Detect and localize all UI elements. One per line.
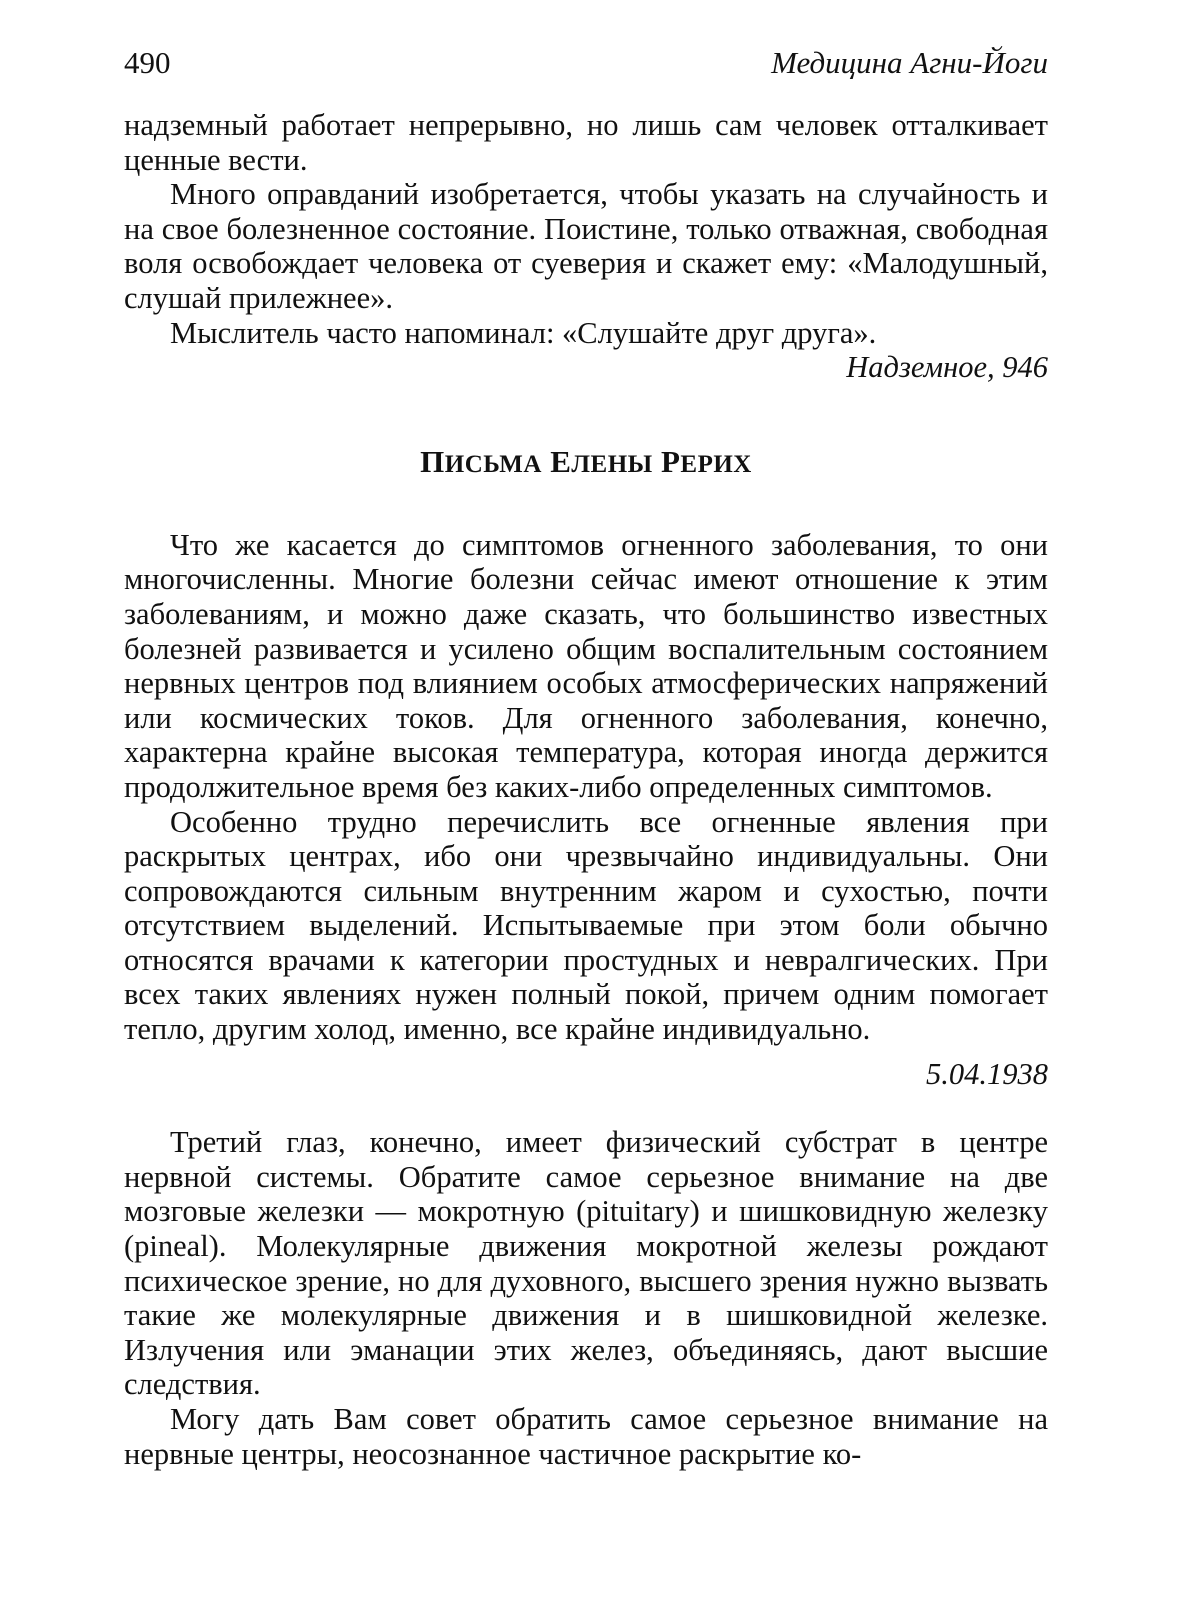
section-heading <box>124 442 1048 485</box>
paragraph: надземный работает непрерывно, но лишь сам человек отталкивает ценные вести. <box>124 108 1048 177</box>
running-head <box>124 40 1048 86</box>
book-title: Медицина Агни-Йоги <box>771 45 1048 80</box>
paragraph: Много оправданий изобретается, чтобы указать на случайность и на свое болезненное состояние. Поистине, только отважная, свободная воля освобождает человека от суеверия и скажет ему: «Малодушный, слушай прилежнее». <box>124 177 1048 315</box>
paragraph: Третий глаз, конечно, имеет физический субстрат в центре нервной системы. Обратите самое серьезное внимание на две мозговые железки — мокротную (pituitary) и шишковидную железку (pineal). Молекулярные движения мокротной железы рождают психическое зрение, но для духовного, высшего зрения нужно вызвать такие же молекулярные движения и в шишковидной железке. Излучения или эманации этих желез, объединяясь, дают высшие следствия. <box>124 1125 1048 1402</box>
letter-date: 5.04.1938 <box>926 1056 1048 1091</box>
heading-word-1: ПИСЬМА <box>420 443 542 479</box>
paragraph: Особенно трудно перечислить все огненные явления при раскрытых центрах, ибо они чрезвычайно индивидуальны. Они сопровождаются сильным внутренним жаром и сухостью, почти отсутствием выделений. Испытываемые при этом боли обычно относятся врачами к категории простудных и невралгических. При всех таких явлениях нужен полный покой, причем одним помогает тепло, другим холод, именно, все крайне индивидуально. <box>124 804 1048 1047</box>
paragraph: Могу дать Вам совет обратить самое серьезное внимание на нервные центры, неосознанное частичное раскрытие ко- <box>124 1402 1048 1471</box>
paragraph: Мыслитель часто напоминал: «Слушайте друг друга». <box>170 315 877 350</box>
quote-section <box>124 108 1048 350</box>
heading-word-3: РЕРИХ <box>660 443 752 479</box>
heading-word-2: ЕЛЕНЫ <box>550 443 653 479</box>
letter-1 <box>124 528 1048 1047</box>
book-page <box>124 40 1048 1471</box>
paragraph: Что же касается до симптомов огненного заболевания, то они многочисленны. Многие болезни сейчас имеют отношение к этим заболеваниям, и можно даже сказать, что большинство известных болезней развивается и усилено общим воспалительным состоянием нервных центров под влиянием особых атмосферических напряжений или космических токов. Для огненного заболевания, конечно, характерна крайне высокая температура, которая иногда держится продолжительное время без каких-либо определенных симптомов. <box>124 527 1048 804</box>
page-number: 490 <box>124 45 171 80</box>
letter-2 <box>124 1125 1048 1471</box>
source-citation: Надземное, 946 <box>846 350 1048 385</box>
